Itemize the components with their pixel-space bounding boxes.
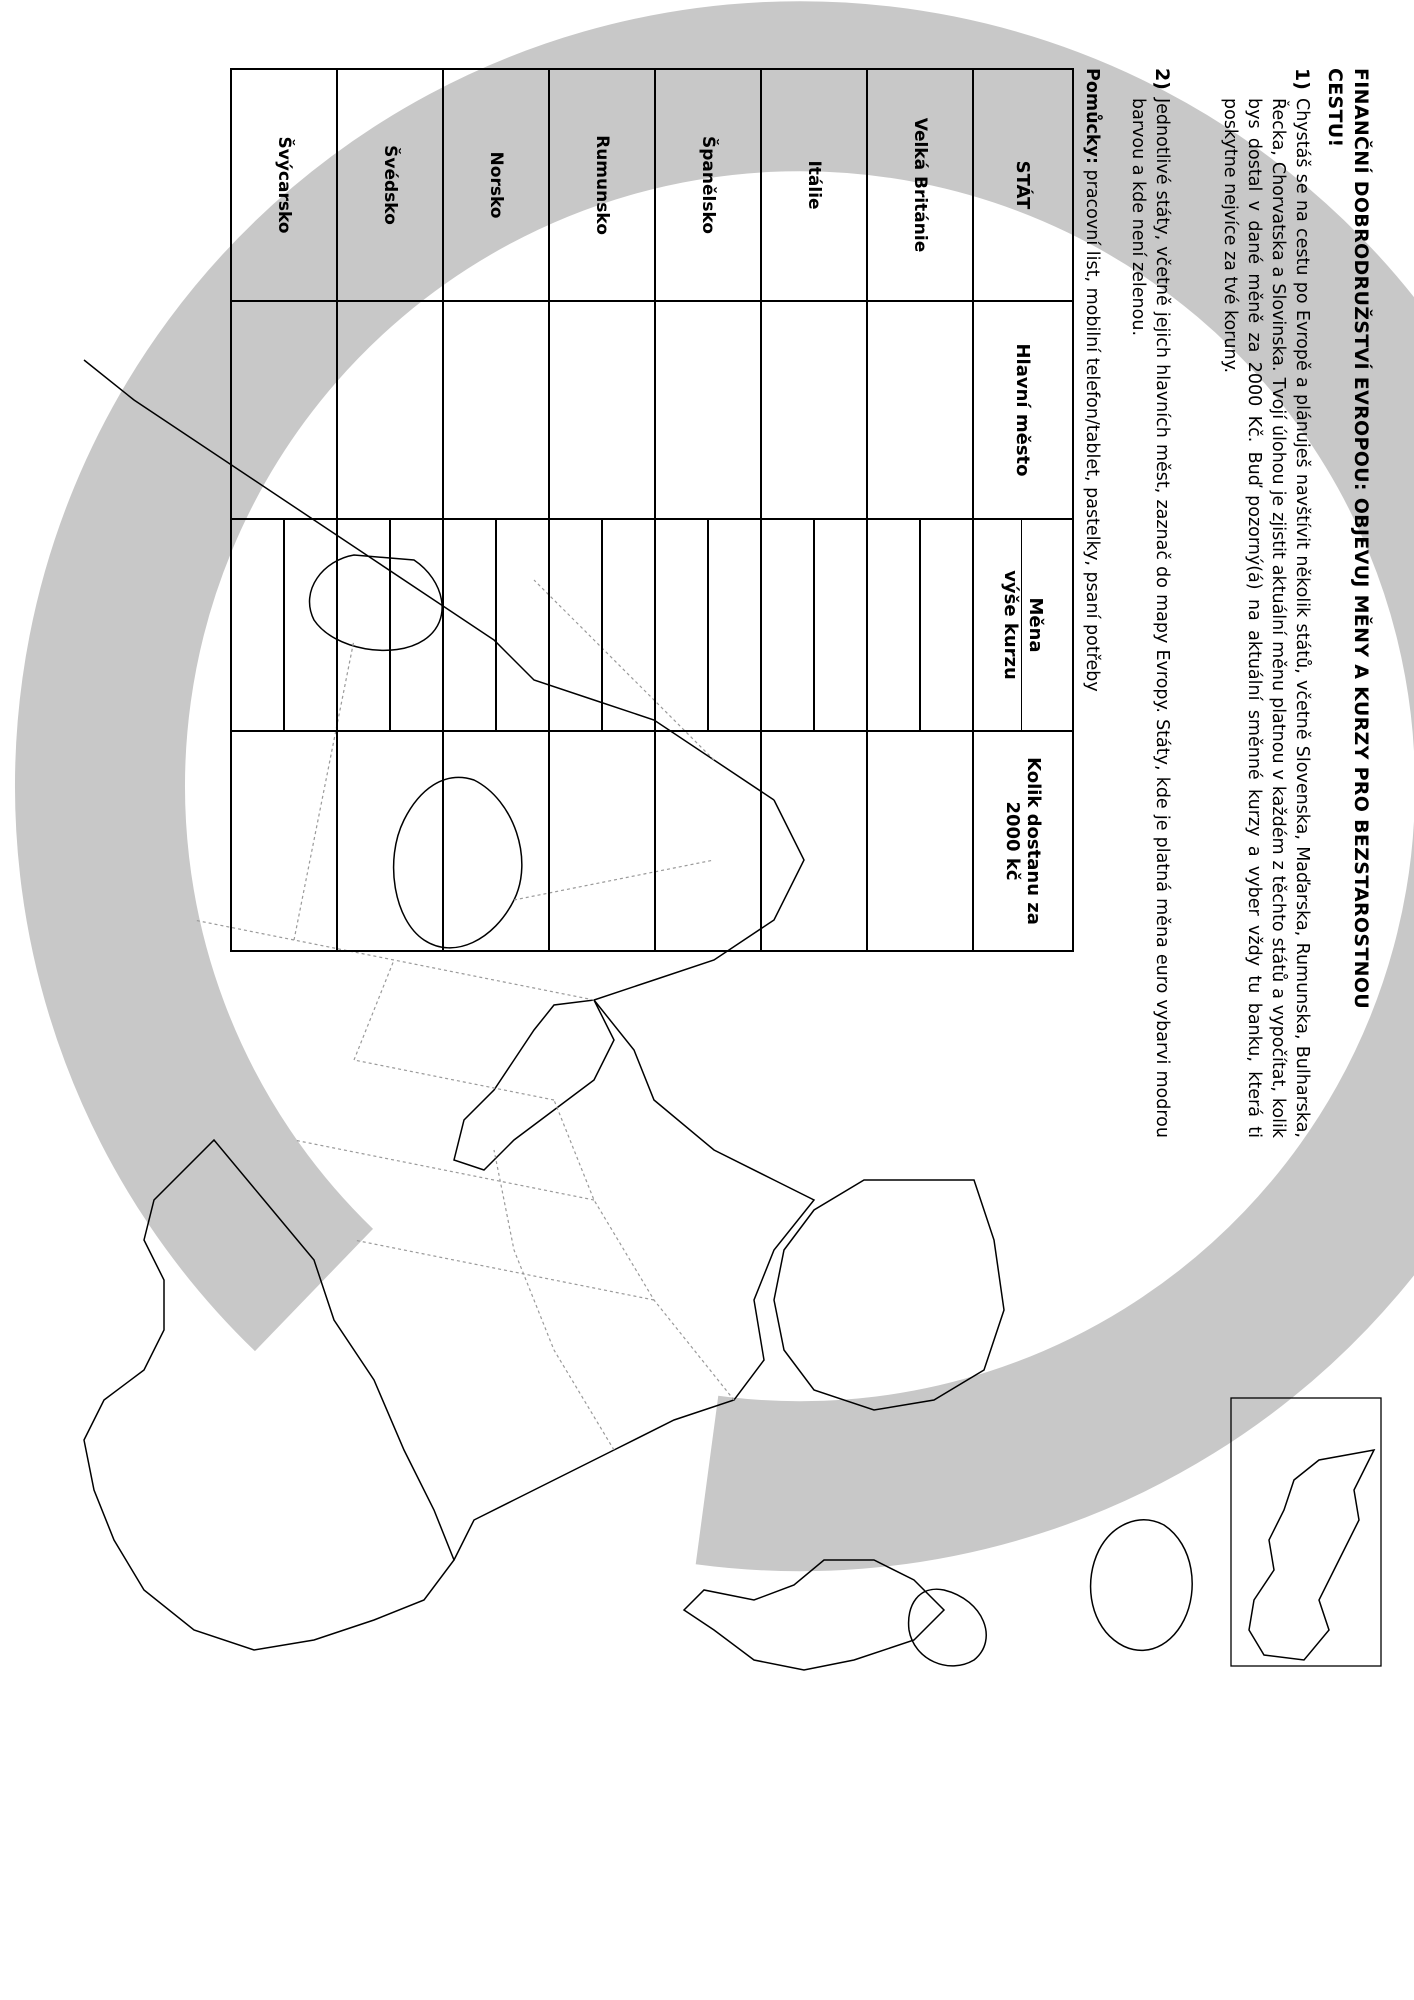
rate-cell[interactable] [655,519,708,731]
currency-cell[interactable] [602,519,655,731]
capital-cell[interactable] [231,301,337,519]
task-2-text: Jednotlivé státy, včetně jejich hlavních měst, zaznač do mapy Evropy. Státy, kde je platná měna euro vybarvi modrou barvou a kde není zelenou. [1128,98,1172,1138]
country-cell: Velká Británie [867,69,973,301]
currency-cell[interactable] [708,519,761,731]
iberia-outline [774,1180,1004,1410]
table-row [602,69,655,951]
currency-cell[interactable] [920,519,973,731]
table-body [231,69,973,951]
capital-cell[interactable] [867,301,973,519]
header-currency [973,519,1073,731]
britain-outline [684,1560,944,1670]
table-row [708,69,761,951]
rate-cell[interactable] [231,519,284,731]
country-cell: Švýcarsko [231,69,337,301]
task-2 [1126,68,1174,1138]
task-1-number: 1) [1291,68,1313,90]
table-row [284,69,337,951]
country-cell: Norsko [443,69,549,301]
worksheet-title: FINANČNÍ DOBRODRUŽSTVÍ EVROPOU: OBJEVUJ MĚNY A KURZY PRO BEZSTAROSTNOU CESTU! [1324,68,1372,1010]
capital-cell[interactable] [655,301,761,519]
table-row [496,69,549,951]
country-cell: Rumunsko [549,69,655,301]
tools-label: Pomůcky: [1082,68,1102,164]
country-cell: Itálie [761,69,867,301]
amount-cell[interactable] [655,731,761,951]
task-1-text: Chystáš se na cestu po Evropě a plánuješ navštívit několik států, včetně Slovenska, Maďarska, Rumunska, Bulharska, Řecka, Chorvatska a Slovinska. Tvojí úlohou je zjistit aktuální měnu platnou v každém z těchto států a vypočítat, kolik bys dostal v dané měně za 2000 Kč. Buď pozorný(á) na aktuální směnné kurzy a vyber vždy tu banku, která ti poskytne nejvíce za tvé koruny. [1220,98,1312,1138]
amount-cell[interactable] [443,731,549,951]
header-state: STÁT [973,69,1073,301]
currency-cell[interactable] [390,519,443,731]
greenland-box [1231,1398,1381,1666]
country-cell: Španělsko [655,69,761,301]
greenland-outline [1249,1450,1374,1660]
header-rate-label: výše kurzu [1000,570,1022,680]
task-1 [1218,68,1314,1138]
table-row [390,69,443,951]
amount-cell[interactable] [231,731,337,951]
iceland-outline [1091,1520,1193,1651]
rate-cell[interactable] [549,519,602,731]
amount-cell[interactable] [549,731,655,951]
header-capital: Hlavní město [973,301,1073,519]
rate-cell[interactable] [867,519,920,731]
rate-cell[interactable] [443,519,496,731]
capital-cell[interactable] [761,301,867,519]
amount-cell[interactable] [337,731,443,951]
table-row [920,69,973,951]
amount-cell[interactable] [761,731,867,951]
task-2-number: 2) [1151,68,1173,90]
rate-cell[interactable] [337,519,390,731]
header-amount: Kolik dostanu za 2000 kč [973,731,1073,951]
tools-line [1080,68,1104,692]
capital-cell[interactable] [337,301,443,519]
tools-text: pracovní list, mobilní telefon/tablet, pastelky, psaní potřeby [1082,163,1102,692]
header-currency-label: Měna [1022,520,1047,730]
capital-cell[interactable] [443,301,549,519]
currency-cell[interactable] [814,519,867,731]
rate-cell[interactable] [761,519,814,731]
currency-cell[interactable] [496,519,549,731]
currency-cell[interactable] [284,519,337,731]
country-cell: Švédsko [337,69,443,301]
table-header-row [973,69,1073,951]
ireland-outline [909,1589,987,1666]
currency-table [230,68,1074,952]
table-row [814,69,867,951]
amount-cell[interactable] [867,731,973,951]
italy-outline [454,1000,614,1170]
capital-cell[interactable] [549,301,655,519]
